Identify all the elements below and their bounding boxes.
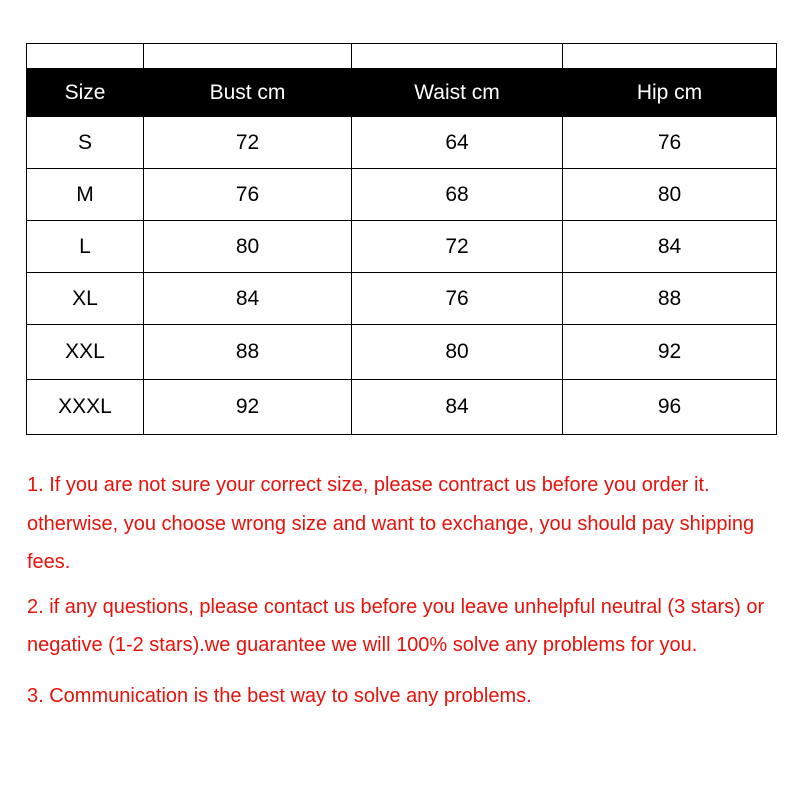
cell-waist: 76: [352, 273, 563, 325]
blank-cell: [27, 44, 144, 69]
note-size-advice: 1. If you are not sure your correct size, please contract us before you order it. otherwise, you choose wrong size and want to exchange, you should pay shipping fees.: [27, 474, 755, 573]
size-chart-table: [26, 43, 777, 435]
cell-waist: 72: [352, 221, 563, 273]
table-row-xl: [27, 273, 777, 325]
notes-section: [27, 466, 777, 715]
cell-size: S: [27, 117, 144, 169]
blank-cell: [144, 44, 352, 69]
cell-bust: 76: [144, 169, 352, 221]
cell-size: XXL: [27, 325, 144, 380]
table-row-xxxl: [27, 380, 777, 435]
header-hip: Hip cm: [563, 69, 777, 117]
cell-bust: 72: [144, 117, 352, 169]
header-waist: Waist cm: [352, 69, 563, 117]
cell-bust: 88: [144, 325, 352, 380]
note-communication: 3. Communication is the best way to solve any problems.: [27, 684, 532, 707]
cell-bust: 80: [144, 221, 352, 273]
table-header-row: [27, 69, 777, 117]
cell-hip: 84: [563, 221, 777, 273]
blank-top-row: [27, 44, 777, 69]
header-bust: Bust cm: [144, 69, 352, 117]
cell-hip: 96: [563, 380, 777, 435]
cell-bust: 84: [144, 273, 352, 325]
table-row-xxl: [27, 325, 777, 380]
note-feedback: 2. if any questions, please contact us before you leave unhelpful neutral (3 stars) or negative (1-2 stars).we guarantee we will 100% solve any problems for you.: [27, 595, 765, 656]
table-row-s: [27, 117, 777, 169]
blank-cell: [563, 44, 777, 69]
cell-size: XL: [27, 273, 144, 325]
cell-hip: 80: [563, 169, 777, 221]
table-row-l: [27, 221, 777, 273]
cell-waist: 68: [352, 169, 563, 221]
cell-size: XXXL: [27, 380, 144, 435]
cell-hip: 88: [563, 273, 777, 325]
cell-waist: 64: [352, 117, 563, 169]
blank-cell: [352, 44, 563, 69]
cell-size: L: [27, 221, 144, 273]
cell-bust: 92: [144, 380, 352, 435]
cell-waist: 84: [352, 380, 563, 435]
cell-waist: 80: [352, 325, 563, 380]
header-size: Size: [27, 69, 144, 117]
cell-hip: 92: [563, 325, 777, 380]
table-row-m: [27, 169, 777, 221]
cell-hip: 76: [563, 117, 777, 169]
cell-size: M: [27, 169, 144, 221]
